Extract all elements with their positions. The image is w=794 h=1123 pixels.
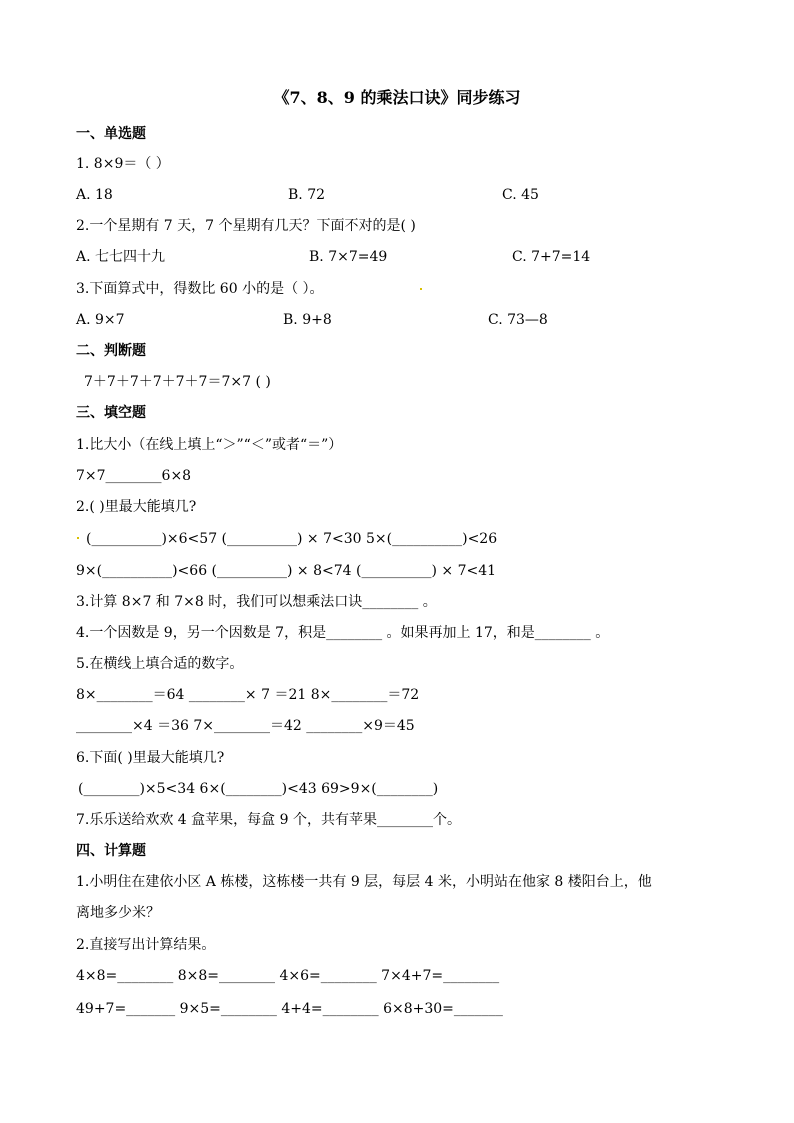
section-heading-fill-blank: 三、填空题 [76, 405, 146, 421]
fill-question-4: 4.一个因数是 9，另一个因数是 7，积是________ 。如果再加上 17，和是________ 。 [76, 625, 610, 641]
calc-question-2: 2.直接写出计算结果。 [76, 937, 216, 953]
fill-question-6: 6.下面( )里最大能填几? [76, 750, 225, 766]
calc-question-1-line-1: 1.小明住在建依小区 A 栋楼，这栋楼一共有 9 层，每层 4 米，小明站在他家 8 楼阳台上，他 [76, 874, 652, 890]
question-3: 3.下面算式中，得数比 60 小的是（ ）。 [76, 281, 324, 297]
fill-question-2-line-2: 9×(__________)<66 (__________) × 8<74 (__________) × 7<41 [76, 563, 497, 579]
judge-question: 7＋7＋7＋7＋7＋7＝7×7 ( ) [84, 374, 271, 390]
q2-option-a: A. 七七四十九 [76, 249, 166, 265]
calc-question-2-line-2: 49+7=_______ 9×5=________ 4+4=________ 6×8+30=_______ [76, 1001, 503, 1017]
fill-question-5-line-1: 8×________＝64 ________× 7 ＝21 8×________＝72 [76, 687, 420, 703]
fill-question-2: 2.( )里最大能填几? [76, 499, 197, 515]
page-title: 《7、8、9 的乘法口诀》同步练习 [273, 88, 521, 107]
calc-question-1-line-2: 离地多少米？ [76, 905, 160, 921]
fill-question-6-line: (________)×5<34 6×(________)<43 69>9×(________) [78, 781, 439, 797]
fill-question-2-line-1: (__________)×6<57 (__________) × 7<30 5×(__________)<26 [86, 531, 498, 547]
stray-mark [420, 288, 422, 290]
q1-option-c: C. 45 [502, 187, 539, 203]
q2-option-b: B. 7×7=49 [309, 249, 388, 265]
fill-question-5-line-2: ________×4 ＝36 7×________＝42 ________×9＝45 [76, 718, 415, 734]
question-1: 1. 8×9＝（ ） [76, 156, 170, 172]
q3-option-b: B. 9+8 [283, 312, 332, 328]
fill-question-7: 7.乐乐送给欢欢 4 盒苹果，每盒 9 个，共有苹果________个。 [76, 812, 461, 828]
q2-option-c: C. 7+7=14 [512, 249, 591, 265]
section-heading-true-false: 二、判断题 [76, 343, 146, 359]
fill-question-1-line: 7×7________6×8 [76, 468, 192, 484]
section-heading-single-choice: 一、单选题 [76, 126, 146, 142]
fill-question-5: 5.在横线上填合适的数字。 [76, 656, 244, 672]
q3-option-c: C. 73—8 [488, 312, 548, 328]
section-heading-calculation: 四、计算题 [76, 843, 146, 859]
fill-question-1: 1.比大小（在线上填上“＞”“＜”或者“＝”） [76, 437, 343, 453]
q3-option-a: A. 9×7 [76, 312, 125, 328]
calc-question-2-line-1: 4×8=________ 8×8=________ 4×6=________ 7×4+7=________ [76, 968, 500, 984]
question-2: 2.一个星期有 7 天，7 个星期有几天？下面不对的是( ) [76, 218, 416, 234]
q1-option-b: B. 72 [288, 187, 326, 203]
stray-mark [77, 537, 79, 539]
fill-question-3: 3.计算 8×7 和 7×8 时，我们可以想乘法口诀________ 。 [76, 594, 437, 610]
q1-option-a: A. 18 [76, 187, 113, 203]
